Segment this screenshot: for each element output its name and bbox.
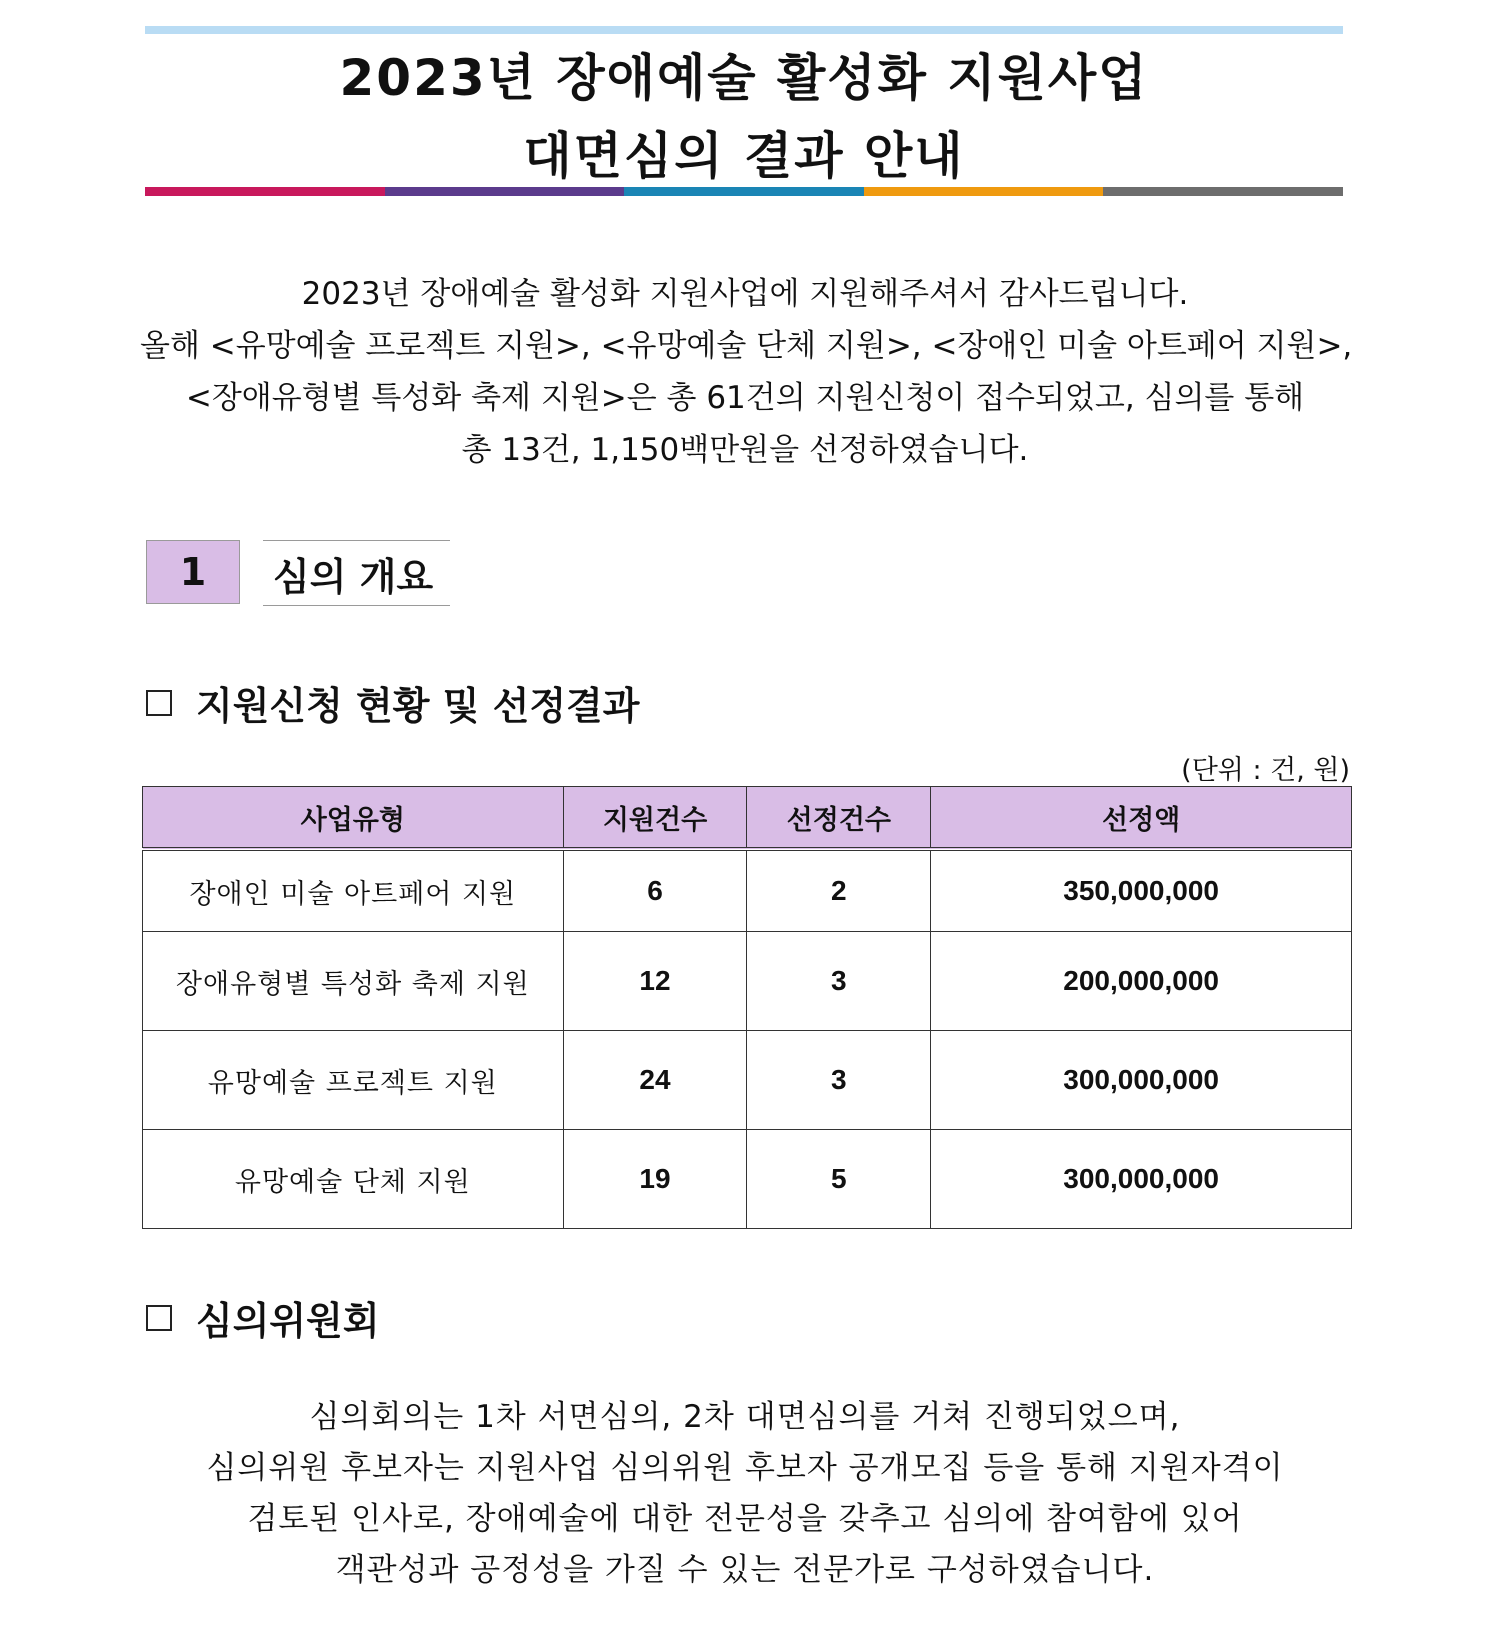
document-title-line2: 대면심의 결과 안내 xyxy=(523,127,965,185)
checkbox-square-icon xyxy=(146,690,172,716)
unit-label: (단위 : 건, 원) xyxy=(1181,755,1350,786)
document-title-line1: 2023년 장애예술 활성화 지원사업 xyxy=(339,49,1149,107)
selected-count-cell: 3 xyxy=(747,1031,931,1130)
table-row xyxy=(143,932,1352,1031)
intro-line: 총 13건, 1,150백만원을 선정하였습니다. xyxy=(461,432,1029,468)
column-header: 선정액 xyxy=(931,787,1352,850)
program-type-cell: 장애인 미술 아트페어 지원 xyxy=(143,849,564,932)
color-segment xyxy=(624,187,864,196)
color-segment xyxy=(864,187,1104,196)
color-divider-bar xyxy=(145,187,1343,196)
applied-count-cell: 6 xyxy=(563,849,747,932)
committee-paragraph xyxy=(140,1392,1350,1596)
intro-line: 올해 <유망예술 프로젝트 지원>, <유망예술 단체 지원>, <장애인 미술 아트페어 지원>, xyxy=(140,328,1353,364)
selected-count-cell: 3 xyxy=(747,932,931,1031)
column-header: 지원건수 xyxy=(563,787,747,850)
committee-line: 객관성과 공정성을 가질 수 있는 전문가로 구성하였습니다. xyxy=(335,1552,1155,1588)
section-title: 심의 개요 xyxy=(263,540,450,606)
committee-line: 검토된 인사로, 장애예술에 대한 전문성을 갖추고 심의에 참여함에 있어 xyxy=(247,1501,1243,1537)
table-row xyxy=(143,1031,1352,1130)
color-segment xyxy=(145,187,385,196)
selection-results-table xyxy=(142,786,1352,1229)
applied-count-cell: 19 xyxy=(563,1130,747,1229)
intro-paragraph xyxy=(140,268,1353,476)
column-header: 선정건수 xyxy=(747,787,931,850)
program-type-cell: 장애유형별 특성화 축제 지원 xyxy=(143,932,564,1031)
program-type-cell: 유망예술 단체 지원 xyxy=(143,1130,564,1229)
intro-line: 2023년 장애예술 활성화 지원사업에 지원해주셔서 감사드립니다. xyxy=(301,276,1189,312)
checkbox-square-icon xyxy=(146,1305,172,1331)
color-segment xyxy=(385,187,625,196)
selected-count-cell: 2 xyxy=(747,849,931,932)
selected-count-cell: 5 xyxy=(747,1130,931,1229)
top-accent-bar xyxy=(145,26,1343,34)
committee-line: 심의위원 후보자는 지원사업 심의위원 후보자 공개모집 등을 통해 지원자격이 xyxy=(206,1450,1284,1486)
table-row xyxy=(143,1130,1352,1229)
amount-cell: 300,000,000 xyxy=(931,1031,1352,1130)
subsection-heading xyxy=(146,1290,380,1345)
applied-count-cell: 24 xyxy=(563,1031,747,1130)
amount-cell: 300,000,000 xyxy=(931,1130,1352,1229)
section-number: 1 xyxy=(146,540,240,604)
column-header: 사업유형 xyxy=(143,787,564,850)
color-segment xyxy=(1103,187,1343,196)
subsection-title: 지원신청 현황 및 선정결과 xyxy=(196,684,640,728)
amount-cell: 200,000,000 xyxy=(931,932,1352,1031)
committee-line: 심의회의는 1차 서면심의, 2차 대면심의를 거쳐 진행되었으며, xyxy=(309,1399,1181,1435)
subsection-title: 심의위원회 xyxy=(196,1299,380,1343)
table-header-row xyxy=(143,787,1352,850)
applied-count-cell: 12 xyxy=(563,932,747,1031)
table-row xyxy=(143,849,1352,932)
program-type-cell: 유망예술 프로젝트 지원 xyxy=(143,1031,564,1130)
amount-cell: 350,000,000 xyxy=(931,849,1352,932)
intro-line: <장애유형별 특성화 축제 지원>은 총 61건의 지원신청이 접수되었고, 심의를 통해 xyxy=(185,380,1305,416)
subsection-heading xyxy=(146,675,639,730)
